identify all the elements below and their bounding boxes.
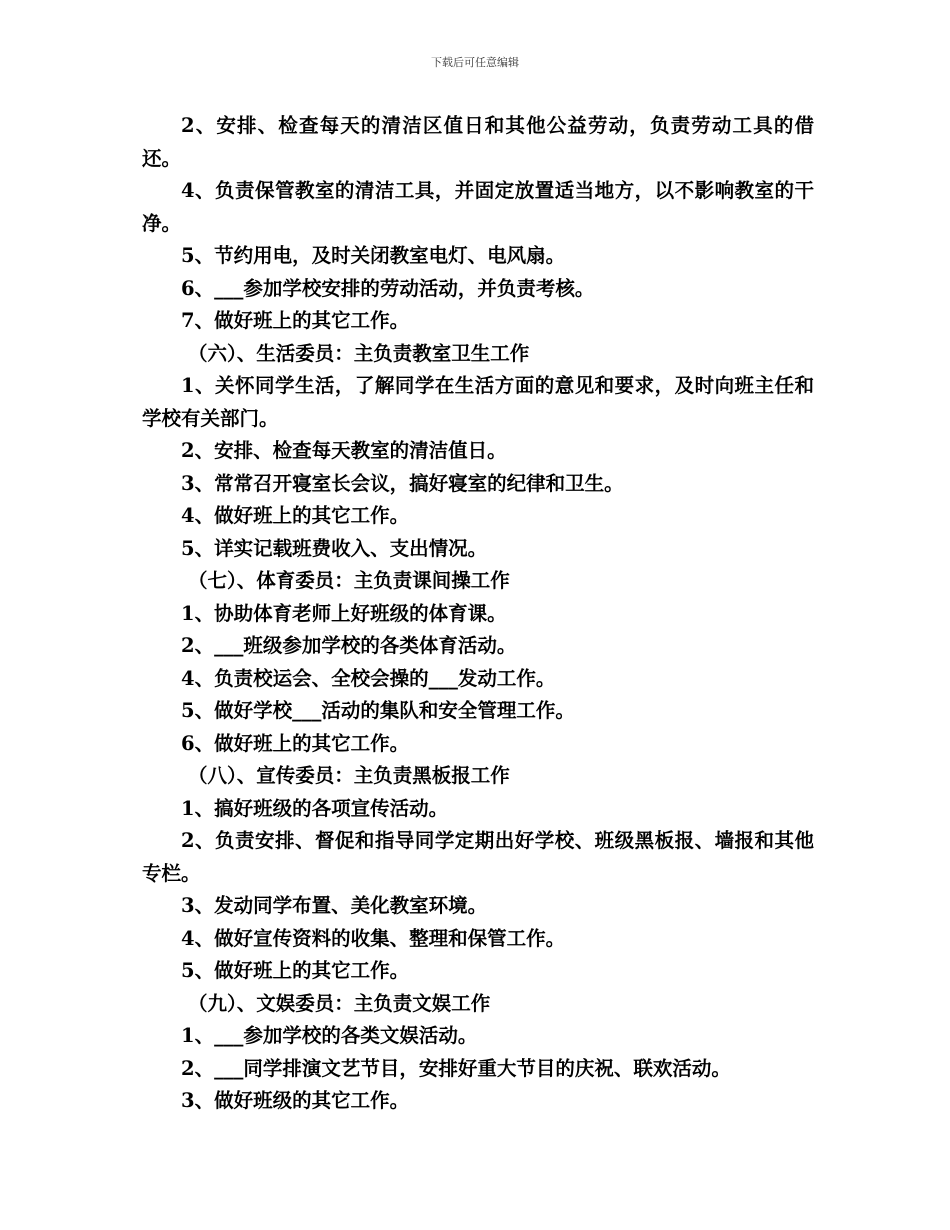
section-heading: （八）、宣传委员：主负责黑板报工作 [188, 764, 510, 787]
list-item: 2、负责安排、督促和指导同学定期出好学校、班级黑板报、墙报和其他专栏。 [142, 829, 814, 885]
list-item: 5、详实记载班费收入、支出情况。 [181, 536, 488, 560]
list-item: 1、搞好班级的各项宣传活动。 [181, 796, 449, 820]
list-item: 3、常常召开寝室长会议，搞好寝室的纪律和卫生。 [181, 471, 624, 495]
list-item: 2、安排、检查每天教室的清洁值日。 [181, 439, 507, 462]
list-item: 2、___班级参加学校的各类体育活动。 [181, 634, 517, 657]
list-item: 5、做好学校___活动的集队和安全管理工作。 [181, 699, 575, 722]
list-item: 4、做好宣传资料的收集、整理和保管工作。 [181, 926, 566, 950]
list-item: 6、做好班上的其它工作。 [181, 731, 410, 755]
list-item: 1、关怀同学生活，了解同学在生活方面的意见和要求，及时向班主任和学校有关部门。 [142, 374, 814, 430]
page-header: 下载后可任意编辑 [431, 56, 519, 69]
list-item: 4、做好班上的其它工作。 [181, 504, 410, 527]
document-body [142, 110, 814, 1118]
list-item: 3、做好班级的其它工作。 [181, 1089, 410, 1112]
section-heading: （六）、生活委员：主负责教室卫生工作 [188, 341, 530, 365]
section-heading: （七）、体育委员：主负责课间操工作 [188, 569, 510, 592]
list-item: 5、节约用电，及时关闭教室电灯、电风扇。 [181, 244, 566, 267]
list-item: 1、___参加学校的各类文娱活动。 [181, 1024, 478, 1047]
list-item: 7、做好班上的其它工作。 [181, 309, 410, 332]
list-item: 6、___参加学校安排的劳动活动，并负责考核。 [181, 276, 595, 300]
list-item: 2、___同学排演文艺节目，安排好重大节目的庆祝、联欢活动。 [181, 1056, 731, 1080]
list-item: 5、做好班上的其它工作。 [181, 959, 410, 982]
list-item: 4、负责保管教室的清洁工具，并固定放置适当地方，以不影响教室的干净。 [142, 179, 814, 235]
section-heading: （九）、文娱委员：主负责文娱工作 [188, 991, 491, 1015]
list-item: 4、负责校运会、全校会操的___发动工作。 [181, 666, 556, 690]
list-item: 2、安排、检查每天的清洁区值日和其他公益劳动，负责劳动工具的借还。 [142, 114, 814, 170]
list-item: 3、发动同学布置、美化教室环境。 [181, 894, 488, 917]
list-item: 1、协助体育老师上好班级的体育课。 [181, 601, 507, 625]
